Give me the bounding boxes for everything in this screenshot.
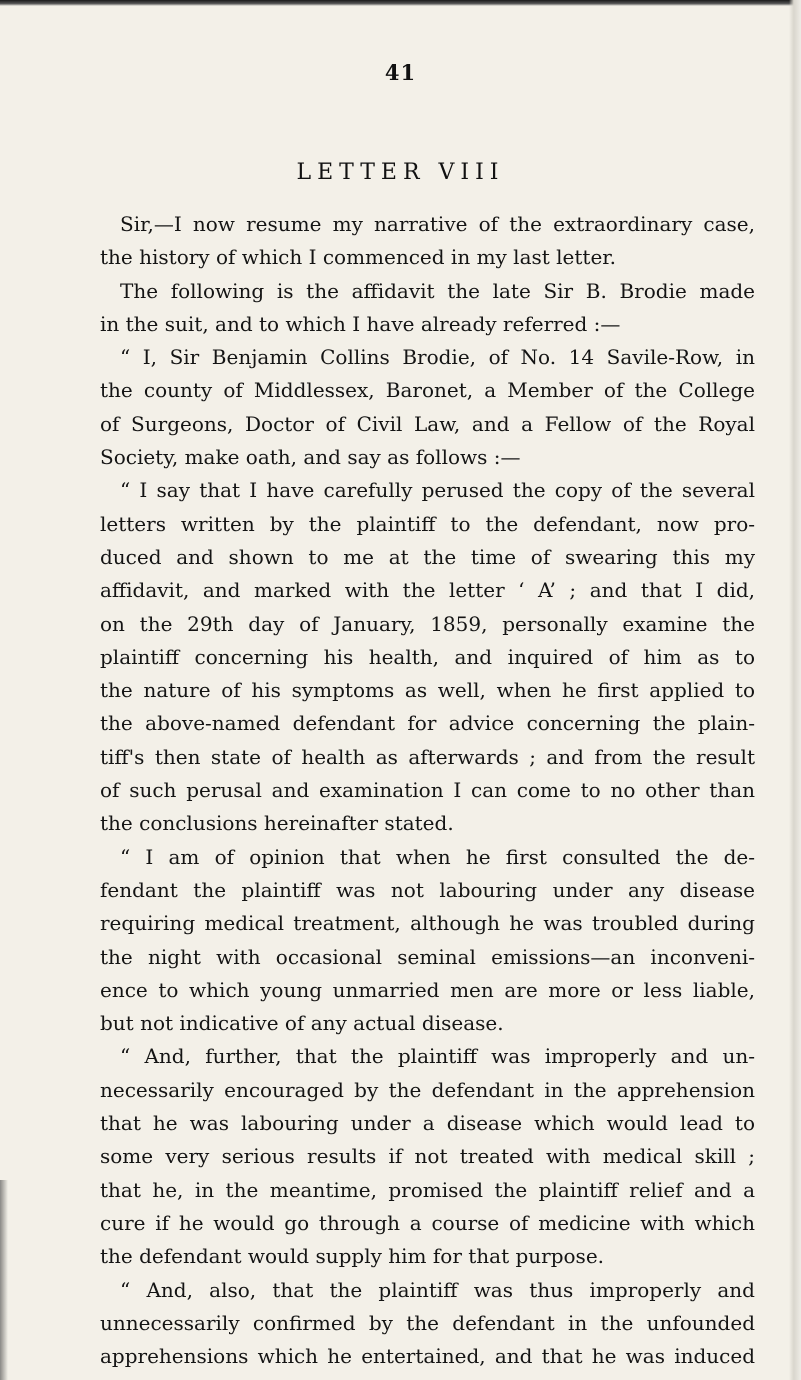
text-line: plaintiff concerning his health, and inquired of him as to: [100, 644, 755, 669]
text-line: affidavit, and marked with the letter ‘ A’ ; and that I did,: [100, 578, 755, 603]
text-line: the county of Middlessex, Baronet, a Member of the College: [100, 378, 755, 403]
text-line: ence to which young unmarried men are more or less liable,: [100, 977, 755, 1002]
text-line: apprehensions which he entertained, and that he was induced: [100, 1344, 755, 1369]
text-line: the above-named defendant for advice concerning the plain-: [100, 711, 755, 736]
text-line: the night with occasional seminal emissions—an inconveni-: [100, 944, 755, 969]
body-text: [100, 208, 755, 1373]
text-line: Society, make oath, and say as follows :—: [100, 445, 521, 470]
text-line: cure if he would go through a course of medicine with which: [100, 1210, 755, 1235]
text-line: letters written by the plaintiff to the defendant, now pro-: [100, 511, 755, 536]
text-line: “ And, further, that the plaintiff was improperly and un-: [120, 1044, 755, 1069]
text-line: duced and shown to me at the time of swearing this my: [100, 544, 755, 569]
text-line: fendant the plaintiff was not labouring under any disease: [100, 877, 755, 902]
text-line: necessarily encouraged by the defendant in the apprehension: [100, 1077, 755, 1102]
text-line: that he was labouring under a disease which would lead to: [100, 1111, 755, 1136]
text-line: some very serious results if not treated with medical skill ;: [100, 1144, 755, 1169]
text-line: the conclusions hereinafter stated.: [100, 811, 454, 836]
text-line: “ And, also, that the plaintiff was thus improperly and: [120, 1277, 755, 1302]
text-line: the defendant would supply him for that purpose.: [100, 1244, 605, 1269]
text-line: of Surgeons, Doctor of Civil Law, and a Fellow of the Royal: [100, 411, 755, 436]
text-line: the nature of his symptoms as well, when he first applied to: [100, 678, 755, 703]
text-line: requiring medical treatment, although he was troubled during: [100, 911, 755, 936]
text-line: tiff's then state of health as afterwards ; and from the result: [100, 744, 755, 769]
text-line: “ I say that I have carefully perused the copy of the several: [120, 478, 755, 503]
text-line: “ I, Sir Benjamin Collins Brodie, of No. 14 Savile-Row, in: [120, 345, 755, 370]
text-line: Sir,—I now resume my narrative of the extraordinary case,: [120, 212, 755, 236]
text-line: “ I am of opinion that when he first consulted the de-: [120, 844, 755, 869]
binding-shadow: [0, 1180, 8, 1380]
text-line: in the suit, and to which I have already referred :—: [100, 311, 621, 336]
text-line: of such perusal and examination I can come to no other than: [100, 778, 755, 803]
text-line: unnecessarily confirmed by the defendant in the unfounded: [100, 1310, 755, 1335]
text-line: the history of which I commenced in my last letter.: [100, 245, 617, 270]
letter-heading: LETTER VIII: [296, 160, 505, 185]
text-line: but not indicative of any actual disease.: [100, 1011, 504, 1036]
text-line: The following is the affidavit the late Sir B. Brodie made: [120, 278, 755, 303]
text-line: on the 29th day of January, 1859, personally examine the: [100, 611, 755, 636]
page-right-edge: [789, 0, 801, 1380]
page-number: 41: [384, 60, 417, 85]
text-line: that he, in the meantime, promised the plaintiff relief and a: [100, 1177, 755, 1202]
page-top-edge: [0, 0, 801, 6]
